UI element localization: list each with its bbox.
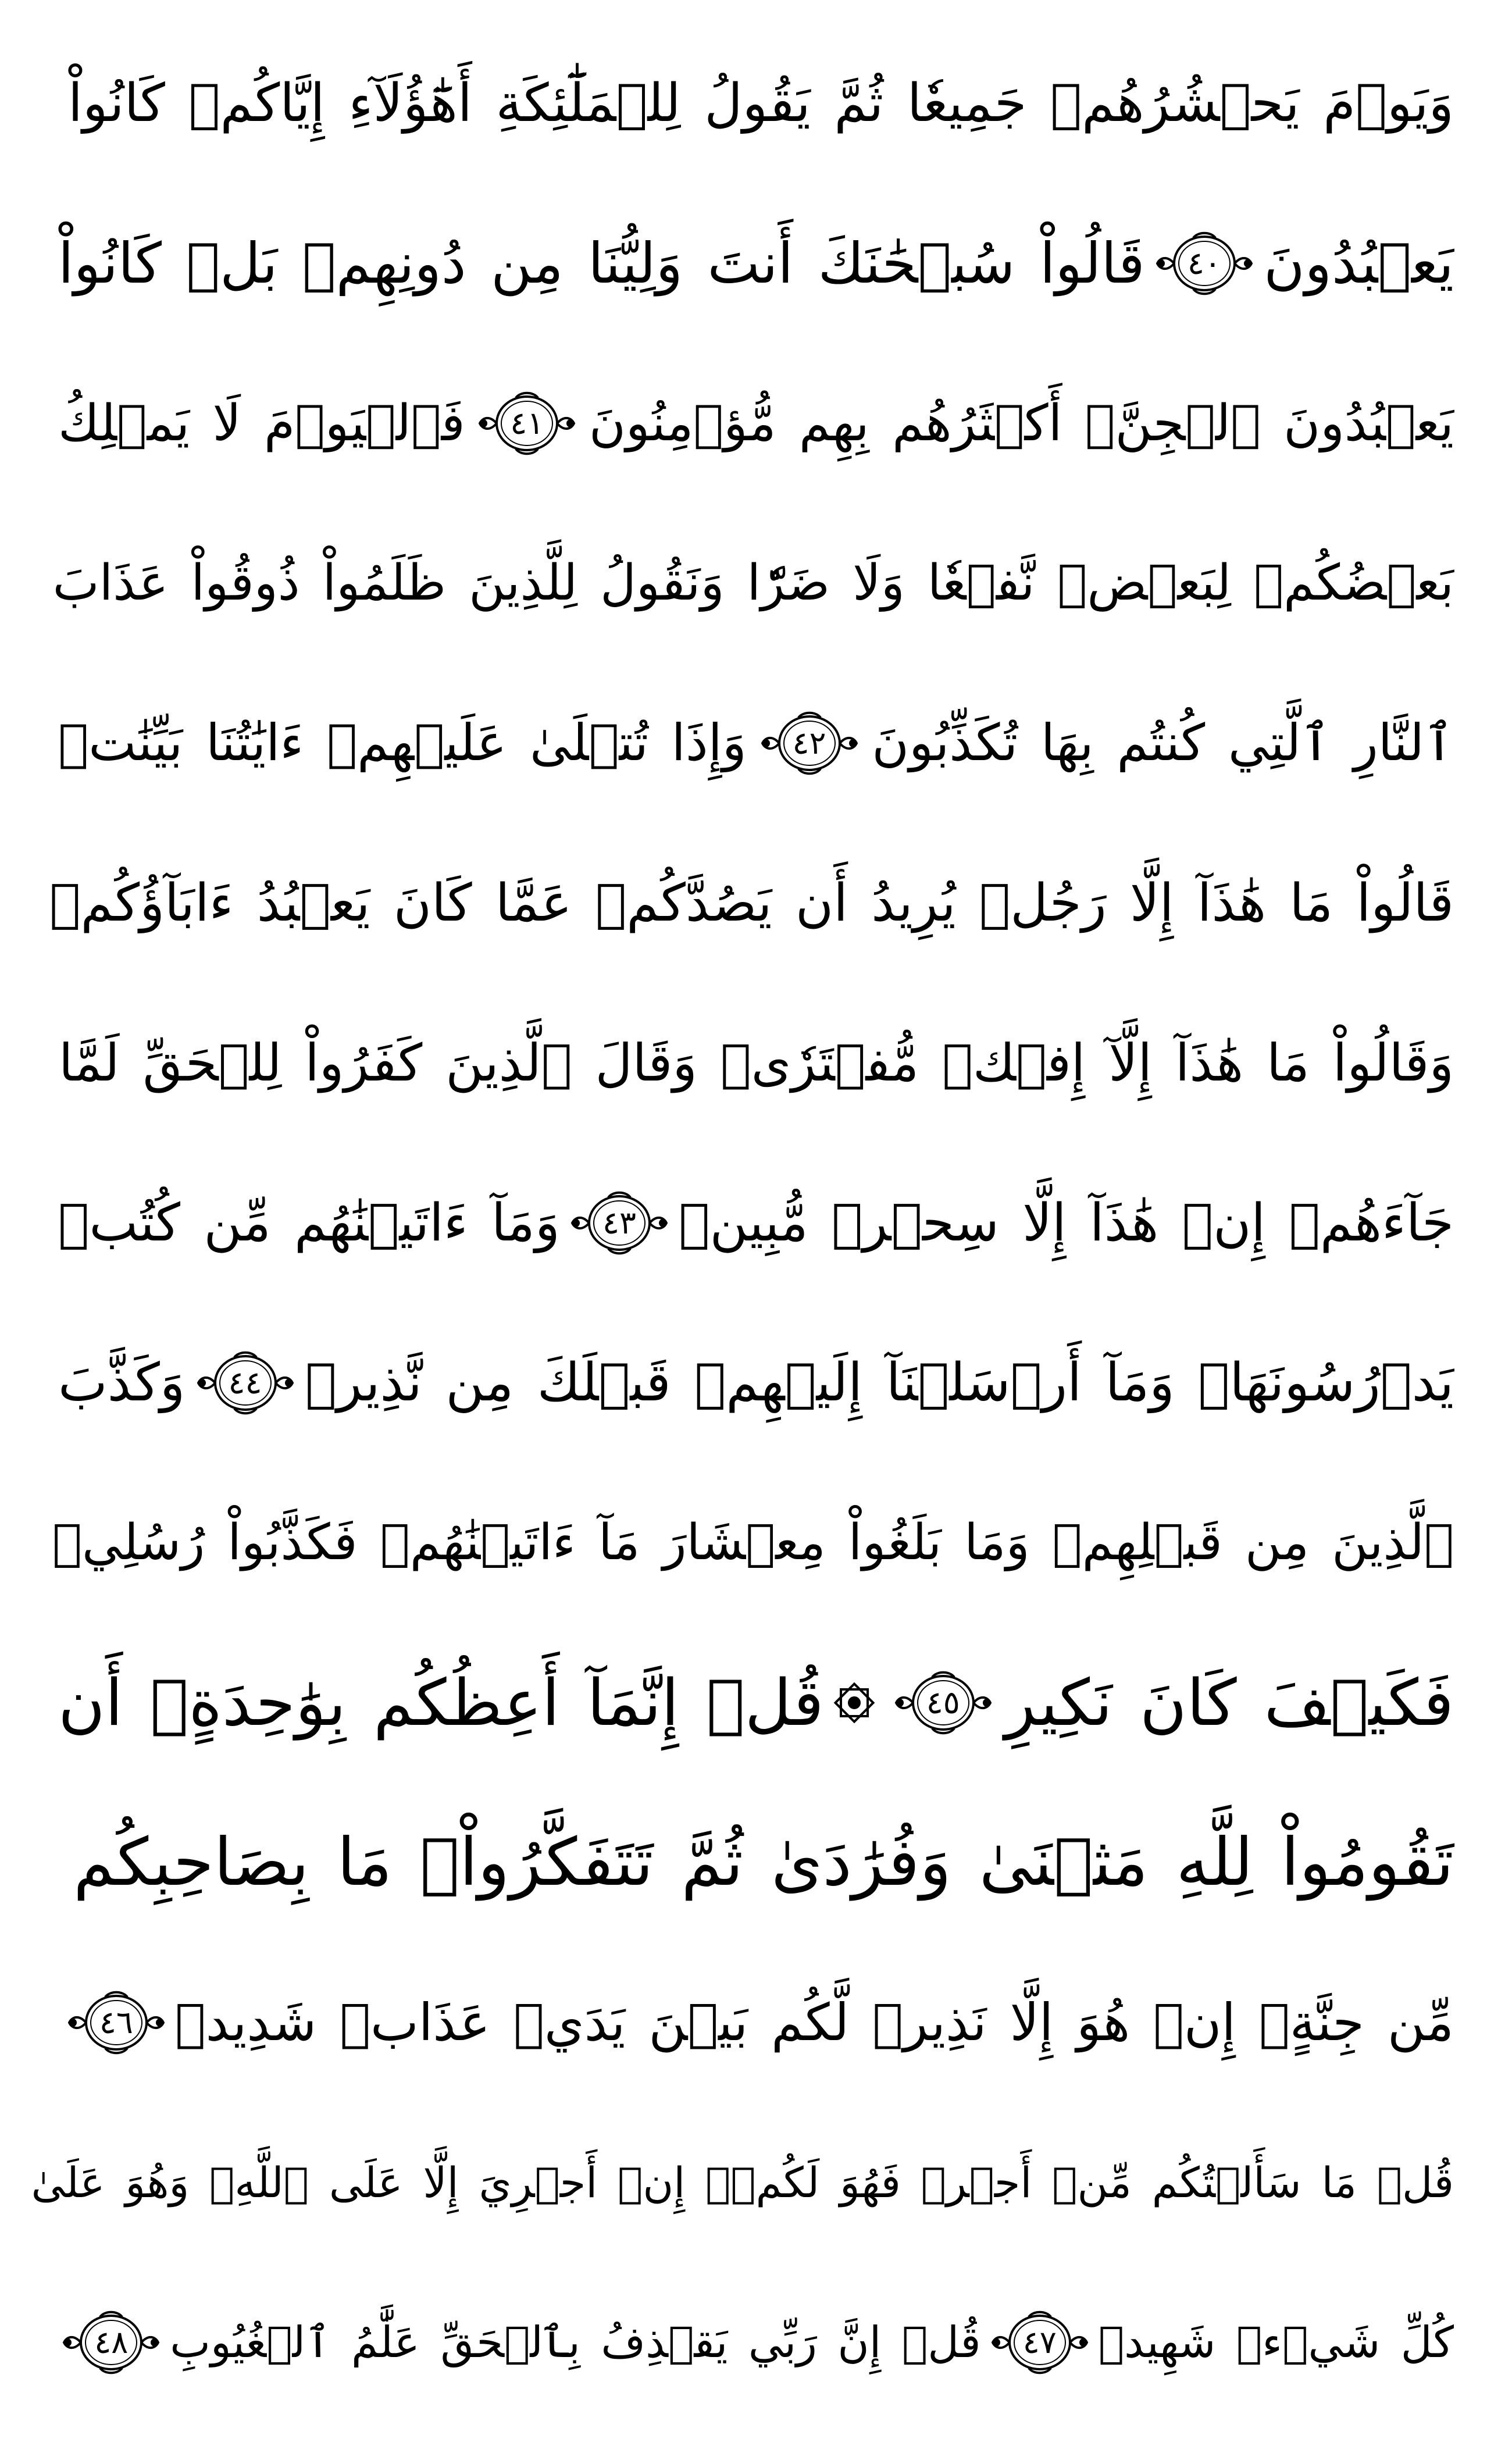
verse-text: وَيَوۡمَ يَحۡشُرُهُمۡ جَمِيعٗا ثُمَّ يَقُولُ لِلۡمَلَٰٓئِكَةِ أَهَٰٓؤُلَآءِ إِيَّاكُمۡ كَانُواْ: [68, 72, 1454, 134]
ayah-end-ornament-icon: [988, 2308, 1092, 2377]
ayah-end-ornament-icon: [891, 1668, 995, 1737]
verse-text: قُلۡ مَا سَأَلۡتُكُم مِّنۡ أَجۡرٖ فَهُوَ لَكُمۡۖ إِنۡ أَجۡرِيَ إِلَّا عَلَى ٱللَّهِۖ وَهُوَ عَلَىٰ: [31, 2158, 1454, 2207]
verse-text: جَآءَهُمۡ إِنۡ هَٰذَآ إِلَّا سِحۡرٞ مُّبِينٞ: [679, 1192, 1454, 1253]
verse-text: كُلِّ شَيۡءٖ شَهِيدٞ: [1098, 2317, 1454, 2367]
verse-text: يَدۡرُسُونَهَاۖ وَمَآ أَرۡسَلۡنَآ إِلَيۡهِمۡ قَبۡلَكَ مِن نَّذِيرٖ: [305, 1352, 1454, 1413]
verse-text: وَقَالُواْ مَا هَٰذَآ إِلَّآ إِفۡكٞ مُّفۡتَرٗىۚ وَقَالَ ٱلَّذِينَ كَفَرُواْ لِلۡحَقِّ لَمَّا: [59, 1032, 1454, 1093]
text-line: [58, 343, 1454, 503]
verse-number: ٤٨: [94, 2323, 129, 2361]
text-line: [58, 1623, 1454, 1782]
ayah-end-ornament-icon: [59, 2308, 163, 2377]
mushaf-page: [31, 23, 1454, 2423]
verse-text: قُلۡ إِنَّ رَبِّي يَقۡذِفُ بِٱلۡحَقِّ عَلَّٰمُ ٱلۡغُيُوبِ: [170, 2317, 981, 2367]
text-line: [58, 183, 1454, 343]
verse-number: ٤٦: [99, 2003, 133, 2041]
text-line: [58, 2262, 1454, 2422]
ayah-end-ornament-icon: [568, 1189, 671, 1257]
verse-number: ٤٥: [926, 1684, 960, 1721]
verse-number: ٤٤: [228, 1364, 262, 1401]
verse-text: بَعۡضُكُمۡ لِبَعۡضٖ نَّفۡعٗا وَلَا ضَرّٗا وَنَقُولُ لِلَّذِينَ ظَلَمُواْ ذُوقُواْ عَذَابَ: [52, 554, 1454, 612]
ayah-end-ornament-icon: [194, 1349, 297, 1417]
verse-text: وَكَذَّبَ: [58, 1352, 186, 1413]
text-line: [52, 503, 1454, 663]
verse-text: وَإِذَا تُتۡلَىٰ عَلَيۡهِمۡ ءَايَٰتُنَا بَيِّنَٰتٖ: [58, 713, 747, 772]
verse-text: قُلۡ إِنَّمَآ أَعِظُكُم بِوَٰحِدَةٍۖ أَن: [58, 1665, 824, 1740]
ayah-end-ornament-icon: [475, 389, 579, 458]
verse-text: مِّن جِنَّةٍۚ إِنۡ هُوَ إِلَّا نَذِيرٞ لَّكُم بَيۡنَ يَدَيۡ عَذَابٖ شَدِيدٖ: [174, 1992, 1454, 2052]
verse-text: فَٱلۡيَوۡمَ لَا يَمۡلِكُ: [58, 394, 465, 452]
verse-text: يَعۡبُدُونَ: [1264, 230, 1454, 296]
ayah-end-ornament-icon: [1153, 229, 1256, 298]
verse-text: قَالُواْ مَا هَٰذَآ إِلَّا رَجُلٞ يُرِيدُ أَن يَصُدَّكُمۡ عَمَّا كَانَ يَعۡبُدُ ءَابَآؤُكُمۡ: [49, 872, 1454, 933]
verse-text: يَعۡبُدُونَ ٱلۡجِنَّۖ أَكۡثَرُهُم بِهِم مُّؤۡمِنُونَ: [589, 394, 1454, 452]
verse-number: ٤١: [510, 404, 544, 441]
verse-number: ٤٧: [1022, 2323, 1057, 2361]
text-line: [58, 23, 1454, 183]
ayah-end-ornament-icon: [65, 1988, 168, 2057]
ayah-end-ornament-icon: [758, 709, 861, 778]
verse-number: ٤٣: [602, 1204, 636, 1241]
verse-text: فَكَيۡفَ كَانَ نَكِيرِ: [1004, 1665, 1454, 1740]
verse-text: ٱلنَّارِ ٱلَّتِي كُنتُم بِهَا تُكَذِّبُونَ: [872, 713, 1454, 772]
text-line: [58, 983, 1454, 1143]
verse-text: وَمَآ ءَاتَيۡنَٰهُم مِّن كُتُبٖ: [58, 1192, 560, 1253]
verse-number: ٤٢: [792, 724, 826, 761]
verse-text: ٱلَّذِينَ مِن قَبۡلِهِمۡ وَمَا بَلَغُواْ مِعۡشَارَ مَآ ءَاتَيۡنَٰهُمۡ فَكَذَّبُواْ رُسُلِيۖ: [52, 1514, 1454, 1571]
text-line: [58, 1143, 1454, 1303]
rub-el-hizb-icon: [833, 1681, 876, 1724]
text-line: [58, 1782, 1454, 1942]
text-line: [31, 2102, 1454, 2262]
verse-number: ٤٠: [1187, 244, 1221, 281]
text-line: [58, 1942, 1454, 2102]
verse-text: قَالُواْ سُبۡحَٰنَكَ أَنتَ وَلِيُّنَا مِن دُونِهِمۖ بَلۡ كَانُواْ: [58, 230, 1145, 296]
verse-text: تَقُومُواْ لِلَّهِ مَثۡنَىٰ وَفُرَٰدَىٰ ثُمَّ تَتَفَكَّرُواْۚ مَا بِصَاحِبِكُم: [73, 1824, 1454, 1901]
text-line: [52, 1463, 1454, 1623]
text-line: [58, 1303, 1454, 1463]
text-line: [49, 823, 1454, 983]
text-line: [58, 663, 1454, 823]
